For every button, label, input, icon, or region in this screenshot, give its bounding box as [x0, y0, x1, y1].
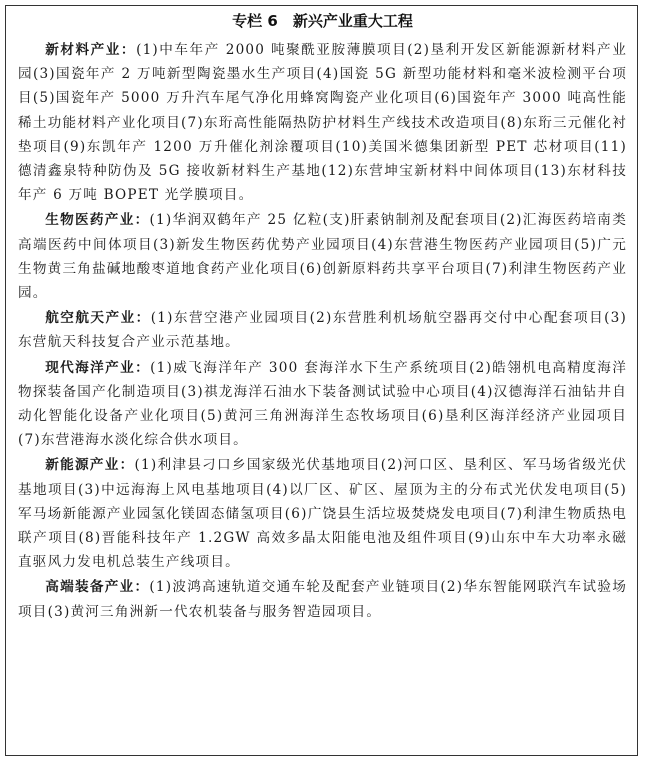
feature-box [5, 5, 638, 756]
section-aerospace [18, 306, 627, 354]
section-heading: 新材料产业： [45, 42, 137, 58]
section-biomedicine [18, 208, 627, 305]
section-body: (1)华润双鹤年产 25 亿粒(支)肝素钠制剂及配套项目(2)汇海医药培南类高端医药中间体项目(3)新发生物医药优势产业园项目(4)东营港生物医药产业园项目(5)广元生物黄三角盐碱地酸枣道地食药产业化项目(6)创新原料药共享平台项目(7)利津生物医药产业园。 [18, 212, 627, 302]
section-heading: 现代海洋产业： [45, 359, 151, 376]
section-heading: 高端装备产业： [45, 579, 150, 596]
box-title: 专栏 6 新兴产业重大工程 [232, 12, 413, 30]
section-new-energy [18, 453, 627, 574]
section-marine [18, 356, 627, 453]
section-body: (1)威飞海洋年产 300 套海洋水下生产系统项目(2)皓翎机电高精度海洋物探装备国产化制造项目(3)祺龙海洋石油水下装备测试试验中心项目(4)汉德海洋石油钻井自动化智能化设备产业化项目(5)黄河三角洲海洋生态牧场项目(6)垦利区海洋经济产业园项目(7)东营港海水淡化综合供水项目。 [18, 359, 627, 449]
section-body: (1)利津县刁口乡国家级光伏基地项目(2)河口区、垦利区、军马场省级光伏基地项目(3)中远海海上风电基地项目(4)以厂区、矿区、屋顶为主的分布式光伏发电项目(5)军马场新能源产业园氢化镁固态储氢项目(6)广饶县生活垃圾焚烧发电项目(7)利津生物质热电联产项目(8)晋能科技年产 1.2GW 高效多晶太阳能电池及组件项目(9)山东中车大功率永磁直驱风力发电机总装生产线项目。 [18, 457, 627, 571]
section-new-materials [18, 38, 627, 207]
section-body: (1)中车年产 2000 吨聚酰亚胺薄膜项目(2)垦利开发区新能源新材料产业园(3)国瓷年产 2 万吨新型陶瓷墨水生产项目(4)国瓷 5G 新型功能材料和毫米波检测平台项目(5)国瓷年产 5000 万升汽车尾气净化用蜂窝陶瓷产业化项目(6)国瓷年产 3000 吨高性能稀土功能材料产业化项目(7)东珩高性能隔热防护材料生产线技术改造项目(8)东珩三元催化衬垫项目(9)东凯年产 1200 万升催化剂涂覆项目(10)美国米德集团新型 PET 芯材项目(11)德清鑫泉特种防伪及 5G 接收新材料生产基地(12)东营坤宝新材料中间体项目(13)东材科技年产 6 万吨 BOPET 光学膜项目。 [18, 42, 627, 204]
section-heading: 生物医药产业： [45, 212, 150, 229]
section-body: (1)波鸿高速轨道交通车轮及配套产业链项目(2)华东智能网联汽车试验场项目(3)黄河三角洲新一代农机装备与服务智造园项目。 [18, 579, 627, 620]
section-heading: 新能源产业： [45, 457, 135, 474]
section-high-end-equipment [18, 575, 627, 623]
section-heading: 航空航天产业： [45, 310, 151, 327]
section-body: (1)东营空港产业园项目(2)东营胜利机场航空器再交付中心配套项目(3)东营航天科技复合产业示范基地。 [18, 310, 628, 351]
